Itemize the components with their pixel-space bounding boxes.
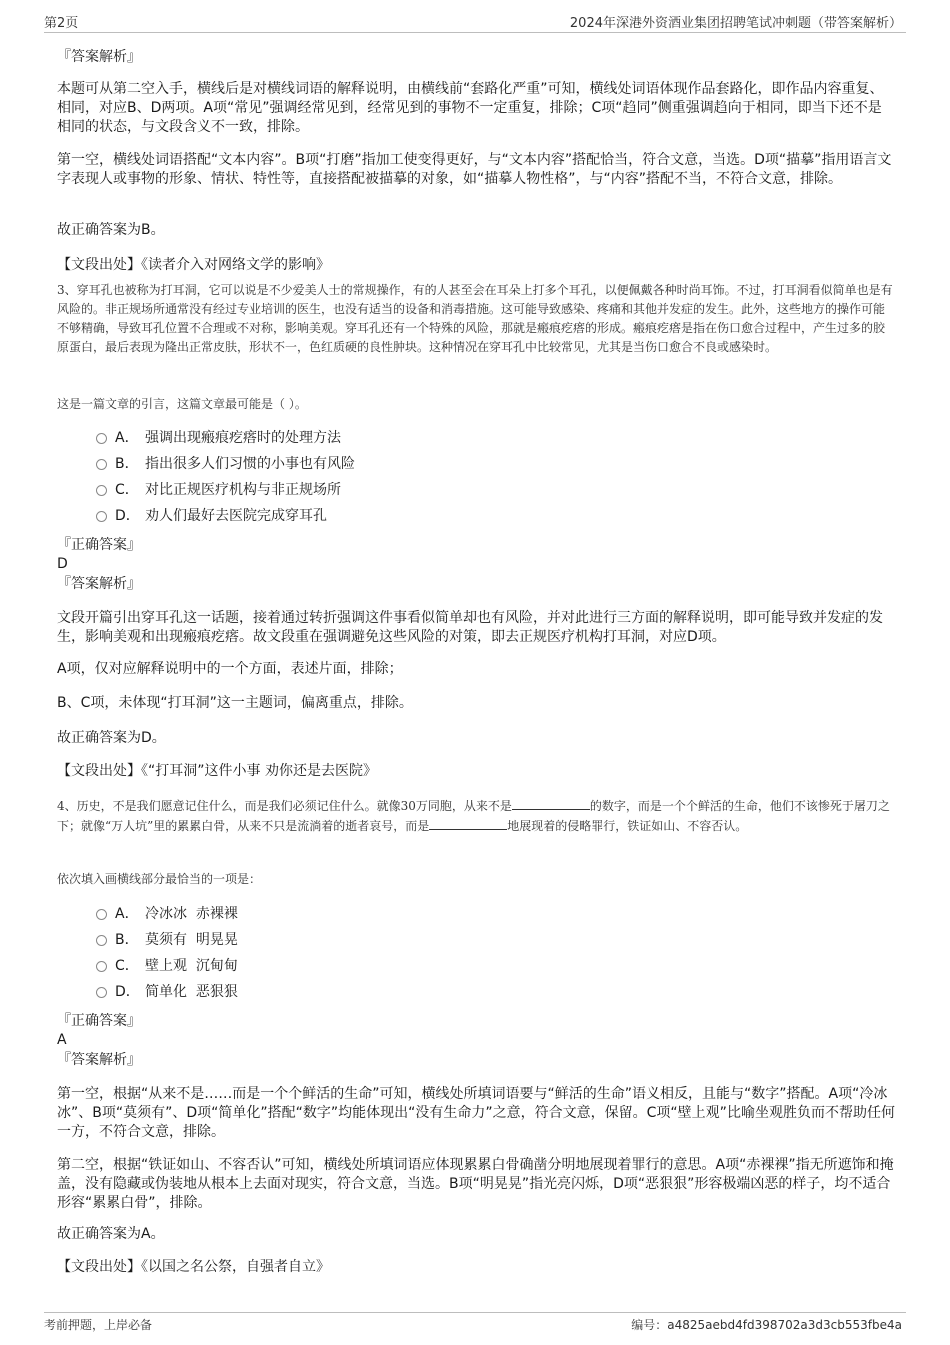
analysis-paragraph: 文段开篇引出穿耳孔这一话题，接着通过转折强调这件事看似简单却也有风险，并对此进行三方面的解释说明，即可能导致并发症的发生，影响美观和出现瘢痕疙瘩。故文段重在强调避免这些风险的对策，即去正规医疗机构打耳洞，对应D项。 bbox=[57, 610, 883, 645]
question-text: 3、穿耳孔也被称为打耳洞，它可以说是不少爱美人士的常规操作，有的人甚至会在耳朵上打多个耳孔，以便佩戴各种时尚耳饰。不过，打耳洞看似简单也是有风险的。非正规场所通常没有经过专业培训的医生，也没有适当的设备和消毒措施。这可能导致感染、疼痛和其他并发症的发生。此外，这些地方的操作可能不够精确，导致耳孔位置不合理或不对称，影响美观。穿耳孔还有一个特殊的风险，那就是瘢痕疙瘩的形成。瘢痕疙瘩是指在伤口愈合过程中，产生过多的胶原蛋白，最后表现为隆出正常皮肤，形状不一，色红质硬的良性肿块。这种情况在穿耳孔中比较常见，尤其是当伤口愈合不良或感染时。 bbox=[57, 283, 893, 354]
radio-button[interactable] bbox=[96, 459, 107, 470]
question-text-part: 的数字，而是一个个鲜活的生命，他们不该惨死于屠刀之下；就像“万人坑”里的累累白骨，从来不只是流淌着的逝者哀号，而是 bbox=[57, 799, 890, 833]
correct-answer: A bbox=[57, 1032, 67, 1048]
option-letter: D． bbox=[115, 984, 140, 1000]
question-prompt: 依次填入画横线部分最恰当的一项是： bbox=[57, 872, 262, 886]
option-text: 劝人们最好去医院完成穿耳孔 bbox=[145, 508, 327, 524]
fill-blank bbox=[512, 796, 590, 810]
question-text-part: 地展现着的侵略罪行，铁证如山、不容否认。 bbox=[507, 819, 748, 833]
source-citation: 【文段出处】《读者介入对网络文学的影响》 bbox=[57, 257, 330, 273]
radio-button[interactable] bbox=[96, 961, 107, 972]
analysis-conclusion: 故正确答案为B。 bbox=[57, 222, 165, 238]
correct-answer-label: 『正确答案』 bbox=[57, 1013, 141, 1029]
option-letter: A． bbox=[115, 906, 139, 922]
option-text: 莫须有 明晃晃 bbox=[145, 932, 238, 948]
fill-blank bbox=[429, 816, 507, 830]
analysis-paragraph: B、C项，未体现“打耳洞”这一主题词，偏离重点，排除。 bbox=[57, 695, 413, 711]
radio-button[interactable] bbox=[96, 987, 107, 998]
question-text bbox=[57, 796, 895, 836]
radio-button[interactable] bbox=[96, 485, 107, 496]
correct-answer-label: 『正确答案』 bbox=[57, 537, 141, 553]
footer-slogan: 考前押题，上岸必备 bbox=[44, 1318, 153, 1332]
option-text: 简单化 恶狠狠 bbox=[145, 984, 238, 1000]
source-citation: 【文段出处】《以国之名公祭，自强者自立》 bbox=[57, 1259, 330, 1275]
source-citation: 【文段出处】《“打耳洞”这件小事 劝你还是去医院》 bbox=[57, 763, 377, 779]
analysis-label: 『答案解析』 bbox=[57, 576, 141, 592]
analysis-paragraph: 本题可从第二空入手，横线后是对横线词语的解释说明，由横线前“套路化严重”可知，横线处词语体现作品套路化，即作品内容重复、相同，对应B、D两项。A项“常见”强调经常见到，经常见到的事物不一定重复，排除；C项“趋同”侧重强调趋向于相同，即当下还不是相同的状态，与文段含义不一致，排除。 bbox=[57, 81, 884, 135]
analysis-conclusion: 故正确答案为D。 bbox=[57, 730, 166, 746]
page-footer bbox=[44, 1312, 906, 1335]
radio-button[interactable] bbox=[96, 909, 107, 920]
option-letter: B． bbox=[115, 456, 139, 472]
radio-button[interactable] bbox=[96, 935, 107, 946]
analysis-paragraph: 第一空，根据“从来不是……而是一个个鲜活的生命”可知，横线处所填词语要与“鲜活的生命”语义相反，且能与“数字”搭配。A项“冷冰冰”、B项“莫须有”、D项“简单化”搭配“数字”均能体现出“没有生命力”之意，符合文意，保留。C项“壁上观”比喻坐观胜负而不帮助任何一方，不符合文意，排除。 bbox=[57, 1086, 895, 1140]
option-text: 指出很多人们习惯的小事也有风险 bbox=[145, 456, 355, 472]
analysis-label: 『答案解析』 bbox=[57, 1052, 141, 1068]
radio-button[interactable] bbox=[96, 433, 107, 444]
document-code: 编号：a4825aebd4fd398702a3d3cb553fbe4a bbox=[631, 1318, 902, 1332]
radio-button[interactable] bbox=[96, 511, 107, 522]
option-text: 强调出现瘢痕疙瘩时的处理方法 bbox=[145, 430, 341, 446]
analysis-label: 『答案解析』 bbox=[57, 49, 141, 65]
document-title: 2024年深港外资酒业集团招聘笔试冲刺题（带答案解析） bbox=[569, 16, 902, 31]
page-header bbox=[44, 10, 906, 33]
option-letter: D． bbox=[115, 508, 140, 524]
option-text: 对比正规医疗机构与非正规场所 bbox=[145, 482, 341, 498]
analysis-paragraph: 第一空，横线处词语搭配“文本内容”。B项“打磨”指加工使变得更好，与“文本内容”搭配恰当，符合文意，当选。D项“描摹”指用语言文字表现人或事物的形象、情状、特性等，直接搭配被描摹的对象，如“描摹人物性格”，与“内容”搭配不当，不符合文意，排除。 bbox=[57, 152, 892, 187]
analysis-paragraph: A项，仅对应解释说明中的一个方面，表述片面，排除； bbox=[57, 661, 403, 677]
analysis-paragraph: 第二空，根据“铁证如山、不容否认”可知，横线处所填词语应体现累累白骨确凿分明地展现着罪行的意思。A项“赤裸裸”指无所遮饰和掩盖，没有隐藏或伪装地从根本上去面对现实，符合文意，当选。B项“明晃晃”指光亮闪烁，D项“恶狠狠”形容极端凶恶的样子，均不适合形容“累累白骨”，排除。 bbox=[57, 1157, 894, 1211]
option-letter: C． bbox=[115, 482, 139, 498]
option-text: 冷冰冰 赤裸裸 bbox=[145, 906, 238, 922]
option-letter: C． bbox=[115, 958, 139, 974]
option-letter: A． bbox=[115, 430, 139, 446]
question-prompt: 这是一篇文章的引言，这篇文章最可能是（ ）。 bbox=[57, 397, 307, 411]
question-text-part: 4、历史，不是我们愿意记住什么，而是我们必须记住什么。就像30万同胞，从来不是 bbox=[57, 799, 512, 813]
page-number: 第2页 bbox=[44, 16, 79, 31]
correct-answer: D bbox=[57, 556, 68, 572]
analysis-conclusion: 故正确答案为A。 bbox=[57, 1226, 165, 1242]
option-text: 壁上观 沉甸甸 bbox=[145, 958, 238, 974]
option-letter: B． bbox=[115, 932, 139, 948]
